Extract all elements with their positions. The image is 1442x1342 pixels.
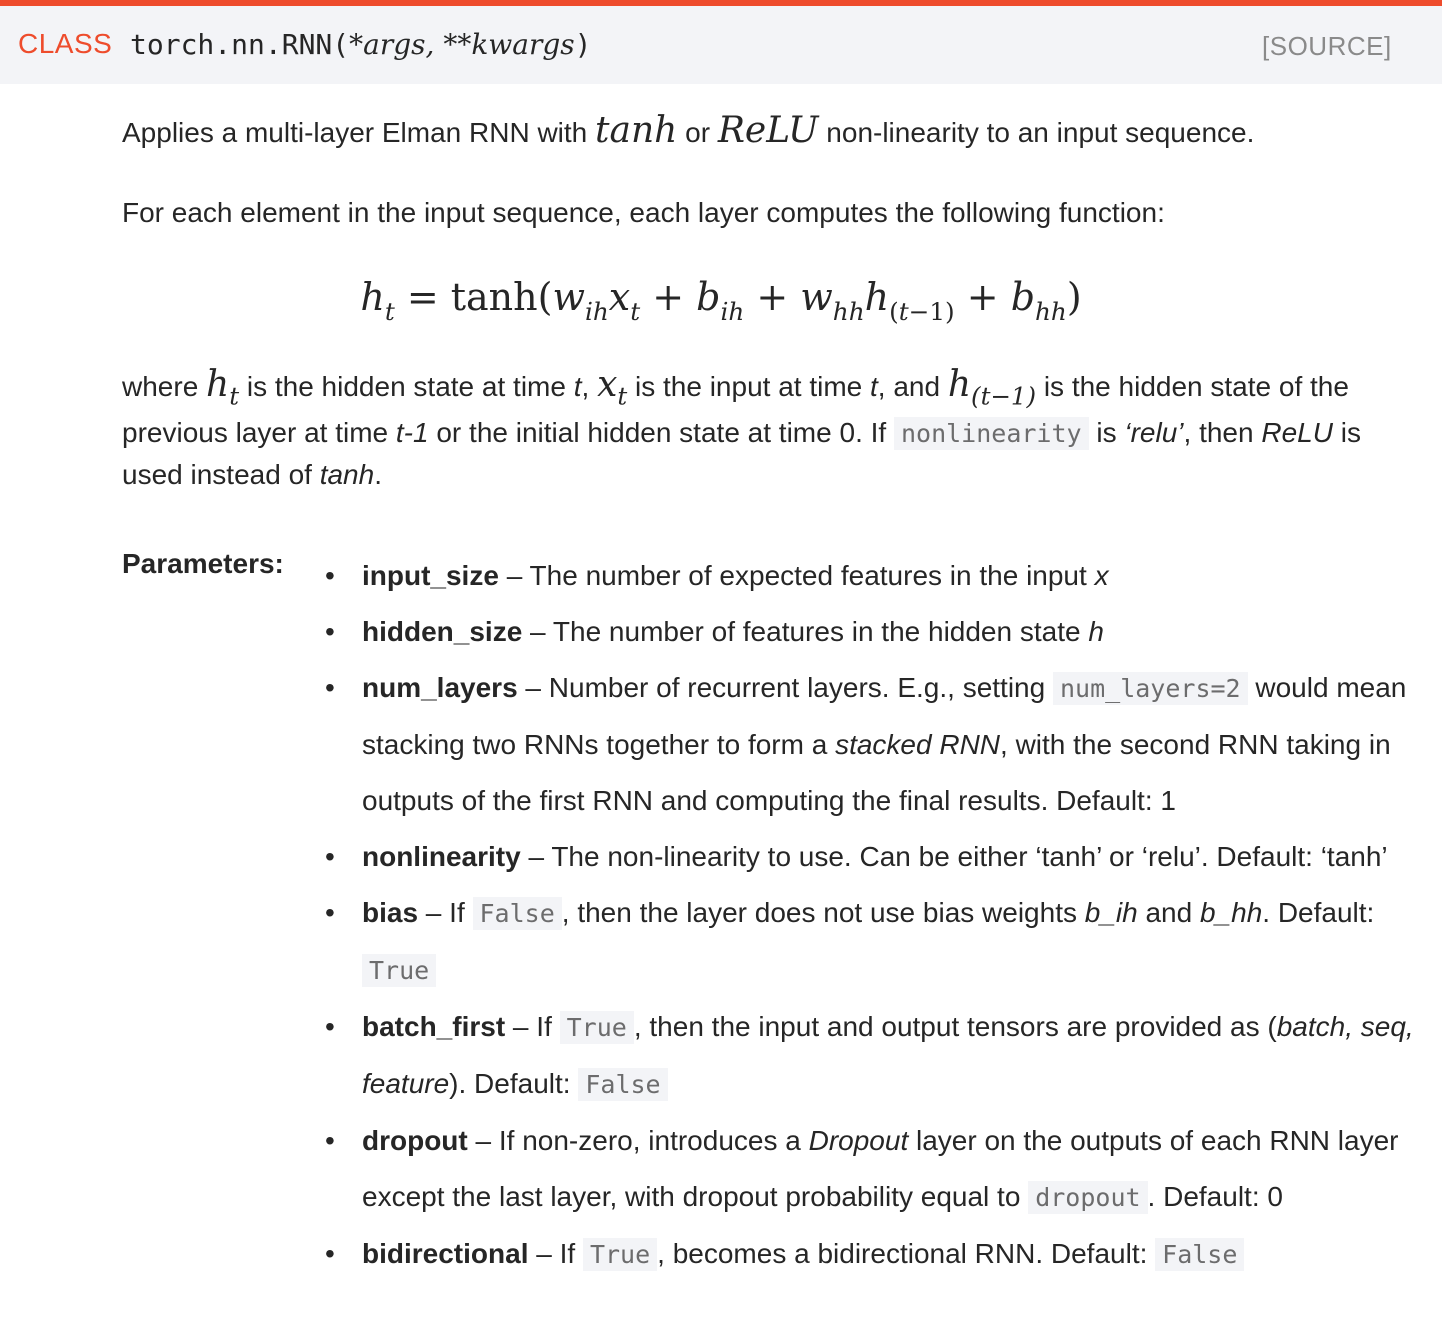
where-text: is the input at time bbox=[627, 371, 871, 402]
bullet-icon: • bbox=[325, 672, 335, 703]
param-desc: would mean stacking two RNNs together to form a bbox=[362, 672, 1407, 760]
param-name: batch_first bbox=[362, 1011, 506, 1042]
param-code: False bbox=[473, 897, 562, 930]
where-line-3 bbox=[122, 452, 382, 498]
param-desc: , then the input and output tensors are provided as ( bbox=[633, 1011, 1277, 1042]
param-desc: – If bbox=[528, 1238, 583, 1269]
math-ht-sub: t bbox=[229, 381, 240, 411]
math-hprev bbox=[947, 364, 1037, 411]
param-dropout bbox=[325, 1113, 1425, 1226]
class-signature-bar bbox=[0, 6, 1442, 84]
param-var: x bbox=[1094, 560, 1109, 591]
intro-paragraph bbox=[122, 108, 1254, 156]
class-name-text: torch.nn.RNN( bbox=[130, 28, 350, 61]
where-text: is the hidden state of the bbox=[1036, 371, 1349, 402]
where-text: is bbox=[1088, 417, 1125, 448]
param-code: True bbox=[583, 1238, 657, 1271]
param-code: True bbox=[362, 954, 436, 987]
param-name: num_layers bbox=[362, 672, 518, 703]
function-intro-paragraph: For each element in the input sequence, each layer computes the following function: bbox=[122, 197, 1165, 228]
param-desc: – If bbox=[505, 1011, 560, 1042]
param-bidirectional bbox=[325, 1226, 1425, 1283]
class-args: *args, **kwargs bbox=[349, 28, 575, 61]
math-xt-sub: t bbox=[617, 381, 628, 411]
math-ht bbox=[206, 364, 240, 411]
param-desc: – The number of features in the hidden state bbox=[522, 616, 1089, 647]
tanh-term: tanh bbox=[319, 459, 375, 490]
math-hprev-base: h bbox=[947, 364, 972, 405]
param-name: nonlinearity bbox=[362, 841, 521, 872]
time-t: t bbox=[870, 371, 878, 402]
code-nonlinearity: nonlinearity bbox=[894, 417, 1089, 450]
param-desc: layer on the outputs of each RNN layer except the last layer, with dropout probability equal to bbox=[362, 1125, 1399, 1212]
param-desc: ). Default: bbox=[449, 1068, 579, 1099]
math-relu: ReLU bbox=[717, 110, 819, 151]
param-hidden-size bbox=[325, 604, 1425, 660]
param-code: False bbox=[578, 1068, 667, 1101]
intro-text-b: non-linearity to an input sequence. bbox=[818, 117, 1255, 148]
param-desc: and bbox=[1137, 897, 1200, 928]
time-zero: 0 bbox=[839, 417, 856, 448]
time-t-minus-1: t-1 bbox=[395, 417, 429, 448]
where-text: , bbox=[581, 371, 598, 402]
class-name bbox=[130, 28, 592, 61]
bullet-icon: • bbox=[325, 841, 335, 872]
math-ht-base: h bbox=[206, 364, 230, 405]
param-bias bbox=[325, 885, 1425, 999]
param-batch-first bbox=[325, 999, 1425, 1113]
param-input-size bbox=[325, 548, 1425, 604]
param-num-layers bbox=[325, 660, 1425, 829]
where-text: . bbox=[374, 459, 382, 490]
param-name: bidirectional bbox=[362, 1238, 529, 1269]
param-code: num_layers=2 bbox=[1053, 672, 1248, 705]
param-code: True bbox=[560, 1011, 634, 1044]
relu-term: ReLU bbox=[1261, 417, 1333, 448]
param-desc: . Default: 0 bbox=[1147, 1181, 1283, 1212]
where-text: , then bbox=[1183, 417, 1262, 448]
math-tanh: tanh bbox=[595, 110, 678, 151]
param-desc: – The non-linearity to use. Can be either ‘tanh’ or ‘relu’. Default: ‘tanh’ bbox=[520, 841, 1388, 872]
where-text: . If bbox=[855, 417, 894, 448]
where-text: is bbox=[1332, 417, 1361, 448]
param-emphasis: batch, seq, feature bbox=[362, 1011, 1414, 1099]
math-xt-base: x bbox=[597, 364, 618, 405]
bullet-icon: • bbox=[325, 560, 335, 591]
intro-text-a: Applies a multi-layer Elman RNN with bbox=[122, 117, 596, 148]
source-link[interactable]: [SOURCE] bbox=[1262, 31, 1392, 61]
param-desc: – If bbox=[418, 897, 473, 928]
param-desc: – Number of recurrent layers. E.g., setting bbox=[517, 672, 1053, 703]
class-name-close: ) bbox=[574, 28, 592, 61]
param-emphasis: b_hh bbox=[1199, 897, 1263, 928]
bullet-icon: • bbox=[325, 1125, 335, 1156]
param-desc: . Default: bbox=[1262, 897, 1375, 928]
param-code: False bbox=[1155, 1238, 1244, 1271]
where-text: , and bbox=[877, 371, 948, 402]
bullet-icon: • bbox=[325, 897, 335, 928]
bullet-icon: • bbox=[325, 616, 335, 647]
param-name: bias bbox=[362, 897, 419, 928]
param-emphasis: b_ih bbox=[1084, 897, 1138, 928]
class-label: CLASS bbox=[18, 28, 113, 59]
time-t: t bbox=[573, 371, 582, 402]
param-var: h bbox=[1088, 616, 1104, 647]
param-desc: , then the layer does not use bias weights bbox=[561, 897, 1085, 928]
intro-text-or: or bbox=[677, 117, 718, 148]
parameters-list bbox=[325, 548, 1425, 1283]
where-text: is the hidden state at time bbox=[239, 371, 574, 402]
where-text: where bbox=[122, 371, 207, 402]
param-code: dropout bbox=[1028, 1181, 1147, 1214]
param-emphasis: stacked RNN bbox=[835, 729, 1001, 760]
where-text: or the initial hidden state at time bbox=[428, 417, 840, 448]
math-hprev-sub: (t−1) bbox=[971, 381, 1037, 411]
parameters-label: Parameters: bbox=[122, 548, 284, 579]
math-xt bbox=[597, 364, 628, 411]
param-emphasis: Dropout bbox=[808, 1125, 909, 1156]
param-desc: , becomes a bidirectional RNN. Default: bbox=[657, 1238, 1156, 1269]
where-line-2 bbox=[122, 410, 1361, 457]
bullet-icon: • bbox=[325, 1011, 335, 1042]
param-name: input_size bbox=[362, 560, 499, 591]
param-name: dropout bbox=[362, 1125, 468, 1156]
rnn-equation: $h_t = \tanh(w_{ih}x_t + b_{ih} + w_{hh}h_{(t-1)} + b_{hh})$ bbox=[360, 275, 1082, 326]
bullet-icon: • bbox=[325, 1238, 335, 1269]
param-desc: – The number of expected features in the input bbox=[498, 560, 1095, 591]
param-name: hidden_size bbox=[362, 616, 523, 647]
param-desc: – If non-zero, introduces a bbox=[467, 1125, 809, 1156]
param-desc: , with the second RNN taking in outputs of the first RNN and computing the final results. Default: 1 bbox=[362, 729, 1391, 816]
relu-string: ‘relu’ bbox=[1124, 417, 1184, 448]
param-nonlinearity bbox=[325, 829, 1425, 885]
where-text: previous layer at time bbox=[122, 417, 396, 448]
where-text: used instead of bbox=[122, 459, 320, 490]
